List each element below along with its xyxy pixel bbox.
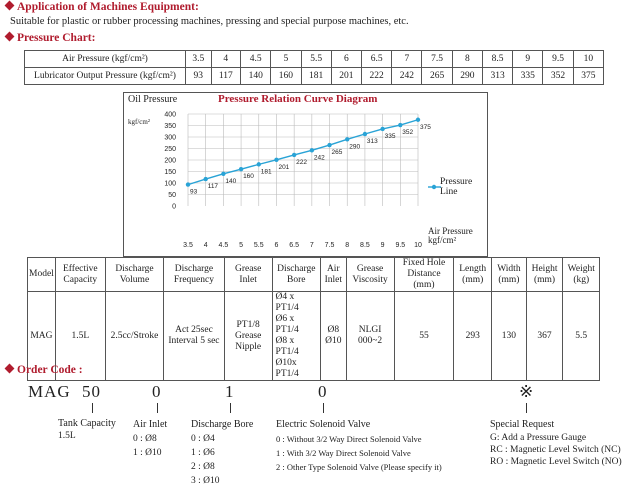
tank-title: Tank Capacity: [58, 418, 116, 429]
x-tick-label: 6: [274, 242, 279, 249]
data-point: [257, 162, 261, 166]
tank-item: 1.5L: [58, 431, 76, 441]
x-tick-label: 8.5: [360, 242, 370, 249]
data-point: [380, 127, 384, 131]
frequency-cell: Act 25sec Interval 5 sec: [164, 292, 225, 381]
diamond-bullet-icon: [5, 1, 15, 11]
y-tick-label: 300: [164, 134, 176, 142]
x-tick-label: 6.5: [289, 242, 300, 249]
y-tick-label: 400: [164, 111, 176, 119]
air-pressure-value: 3.5: [186, 51, 212, 68]
data-label: 352: [402, 129, 414, 137]
output-pressure-value: 313: [482, 68, 512, 85]
valve-item: 1 : With 3/2 Way Direct Solenoid Valve: [276, 448, 411, 458]
order-code-heading: Order Code :: [6, 364, 83, 376]
y-tick-label: 50: [168, 192, 176, 199]
special-item: G: Add a Pressure Gauge: [490, 433, 587, 443]
y-tick-label: 0: [172, 203, 176, 211]
output-pressure-value: 335: [513, 68, 543, 85]
output-pressure-value: 352: [543, 68, 573, 85]
data-label: 201: [278, 163, 290, 171]
x-tick-label: 4: [203, 242, 208, 249]
height-cell: 367: [526, 292, 563, 381]
data-label: 93: [190, 188, 198, 196]
capacity-cell: 1.5L: [55, 292, 105, 381]
air-pressure-value: 6.5: [362, 51, 392, 68]
output-pressure-value: 181: [301, 68, 331, 85]
y-tick-label: 150: [164, 169, 176, 176]
spec-header-cell: Length (mm): [454, 258, 492, 292]
output-pressure-row: [25, 68, 604, 85]
data-point: [239, 167, 243, 171]
bore-group: [191, 418, 253, 488]
x-tick-label: 5.5: [253, 242, 264, 249]
data-point: [345, 137, 349, 141]
air-pressure-label: Air Pressure (kgf/cm²): [25, 51, 186, 68]
x-tick-label: 5: [239, 242, 244, 249]
data-label: 290: [349, 143, 361, 151]
output-pressure-value: 290: [452, 68, 482, 85]
special-item: RO : Magnetic Level Switch (NO): [490, 457, 622, 467]
data-label: 313: [366, 138, 378, 146]
tank-group: [58, 418, 116, 441]
air-pressure-value: 5.5: [301, 51, 331, 68]
x-tick-label: 3.5: [183, 242, 193, 249]
diamond-bullet-icon: [5, 364, 15, 374]
bore-cell: [272, 292, 320, 381]
air-pressure-value: 10: [573, 51, 603, 68]
valve-title: Electric Solenoid Valve: [276, 419, 371, 430]
bore-line: Ø8 x PT1/4: [275, 336, 299, 357]
special-item: RC : Magnetic Level Switch (NC): [490, 445, 621, 455]
code-tick: [526, 403, 527, 413]
x-tick-label: 7: [309, 242, 314, 249]
spec-header-cell: Discharge Bore: [272, 258, 320, 292]
spec-header-cell: Grease Inlet: [224, 258, 272, 292]
code-tick: [92, 403, 93, 413]
pressure-chart-heading: Pressure Chart:: [6, 32, 95, 44]
data-point: [416, 118, 420, 122]
viscosity-cell: NLGI 000~2: [346, 292, 394, 381]
code-tick: [323, 403, 324, 413]
volume-cell: 2.5cc/Stroke: [105, 292, 163, 381]
air-inlet-line: Ø8: [327, 325, 340, 335]
data-point: [292, 153, 296, 157]
air-pressure-value: 6: [331, 51, 361, 68]
spec-data-row: [28, 292, 600, 381]
y-tick-label: 200: [164, 157, 176, 165]
legend-marker: [432, 185, 436, 189]
air-inlet-cell: [321, 292, 347, 381]
data-label: 375: [420, 123, 431, 131]
code-tick: [230, 403, 231, 413]
data-label: 335: [384, 132, 396, 140]
output-pressure-value: 160: [271, 68, 301, 85]
bore-line: Ø4 x PT1/4: [275, 292, 299, 313]
air-pressure-value: 5: [271, 51, 301, 68]
spec-table: [27, 257, 600, 381]
air-inlet-title: Air Inlet: [133, 419, 168, 430]
air-pressure-value: 9: [513, 51, 543, 68]
air-pressure-value: 4.5: [241, 51, 271, 68]
spec-header-cell: Model: [28, 258, 56, 292]
spec-header-cell: Grease Viscosity: [346, 258, 394, 292]
output-pressure-value: 242: [392, 68, 422, 85]
data-point: [363, 132, 367, 136]
chart-yunit: kgf/cm²: [128, 118, 150, 126]
air-inlet-line: Ø10: [325, 336, 342, 346]
data-label: 160: [243, 173, 254, 181]
air-inlet-item: 0 : Ø8: [133, 434, 157, 444]
code-valve: 0: [318, 382, 328, 401]
output-pressure-value: 117: [211, 68, 241, 85]
valve-group: [276, 418, 442, 474]
air-inlet-group: [133, 418, 167, 460]
x-tick-label: 9.5: [395, 242, 406, 249]
code-tank: 50: [82, 382, 101, 401]
chart-xlabel: Air Pressure: [428, 226, 473, 236]
chart-legend: Pressure Line: [440, 177, 473, 197]
spec-header-row: [28, 258, 600, 292]
width-cell: 130: [492, 292, 526, 381]
x-tick-label: 8: [345, 242, 350, 249]
code-tick: [157, 403, 158, 413]
chart-title: Pressure Relation Curve Diagram: [218, 93, 378, 105]
bore-line: Ø10x PT1/4: [275, 358, 299, 379]
bore-item: 2 : Ø8: [191, 462, 215, 472]
spec-header-cell: Height (mm): [526, 258, 563, 292]
weight-cell: 5.5: [563, 292, 600, 381]
special-title: Special Request: [490, 419, 555, 430]
output-pressure-value: 375: [573, 68, 603, 85]
data-point: [221, 172, 225, 176]
spec-header-cell: Fixed Hole Distance (mm): [394, 258, 454, 292]
x-tick-label: 4.5: [218, 242, 229, 249]
air-inlet-item: 1 : Ø10: [133, 448, 162, 458]
x-tick-label: 9: [380, 242, 385, 249]
air-pressure-value: 7: [392, 51, 422, 68]
air-pressure-value: 4: [211, 51, 241, 68]
output-pressure-value: 201: [331, 68, 361, 85]
spec-header-cell: Weight (kg): [563, 258, 600, 292]
y-tick-label: 350: [164, 123, 176, 130]
data-label: 242: [313, 154, 325, 162]
x-tick-label: 7.5: [324, 242, 335, 249]
length-cell: 293: [454, 292, 492, 381]
output-pressure-value: 222: [362, 68, 392, 85]
code-bore: 1: [225, 382, 235, 401]
data-point: [327, 143, 331, 147]
y-tick-label: 100: [164, 180, 176, 188]
air-pressure-value: 8: [452, 51, 482, 68]
output-pressure-value: 140: [241, 68, 271, 85]
bore-title: Discharge Bore: [191, 419, 254, 430]
bore-item: 1 : Ø6: [191, 448, 215, 458]
output-pressure-label: Lubricator Output Pressure (kgf/cm²): [25, 68, 186, 85]
air-pressure-value: 7.5: [422, 51, 452, 68]
data-label: 117: [207, 183, 219, 191]
data-point: [203, 177, 207, 181]
output-pressure-value: 93: [186, 68, 212, 85]
spec-header-cell: Width (mm): [492, 258, 526, 292]
application-text: Suitable for plastic or rubber processing machines, pressing and special purpose machines, etc.: [10, 16, 409, 27]
spec-header-cell: Air Inlet: [321, 258, 347, 292]
air-pressure-row: [25, 51, 604, 68]
code-model: MAG: [28, 382, 71, 401]
chart-ylabel: Oil Pressure: [128, 94, 178, 105]
application-heading: Application of Machines Equipment:: [6, 1, 199, 13]
model-cell: MAG: [28, 292, 56, 381]
chart-xunit: kgf/cm²: [428, 235, 457, 245]
diamond-bullet-icon: [5, 32, 15, 42]
y-tick-label: 250: [164, 146, 176, 153]
air-pressure-value: 8.5: [482, 51, 512, 68]
fixed-hole-cell: 55: [394, 292, 454, 381]
air-pressure-value: 9.5: [543, 51, 573, 68]
bore-item: 0 : Ø4: [191, 434, 215, 444]
grease-inlet-cell: PT1/8 Grease Nipple: [224, 292, 272, 381]
pressure-table: [24, 50, 604, 85]
spec-header-cell: Discharge Volume: [105, 258, 163, 292]
spec-header-cell: Effective Capacity: [55, 258, 105, 292]
data-point: [186, 182, 190, 186]
data-label: 140: [225, 177, 237, 185]
data-point: [398, 123, 402, 127]
code-air-inlet: 0: [152, 382, 162, 401]
data-label: 222: [296, 158, 308, 166]
bore-item: 3 : Ø10: [191, 476, 220, 486]
spec-header-cell: Discharge Frequency: [164, 258, 225, 292]
special-group: [490, 418, 622, 468]
data-point: [310, 148, 314, 152]
x-tick-label: 10: [414, 242, 422, 249]
valve-item: 0 : Without 3/2 Way Direct Solenoid Valve: [276, 434, 422, 444]
output-pressure-value: 265: [422, 68, 452, 85]
data-label: 181: [260, 168, 272, 176]
data-point: [274, 158, 278, 162]
valve-item: 2 : Other Type Solenoid Valve (Please specify it): [276, 462, 442, 472]
bore-line: Ø6 x PT1/4: [275, 314, 299, 335]
data-label: 265: [331, 149, 343, 157]
code-special: ※: [519, 382, 535, 401]
